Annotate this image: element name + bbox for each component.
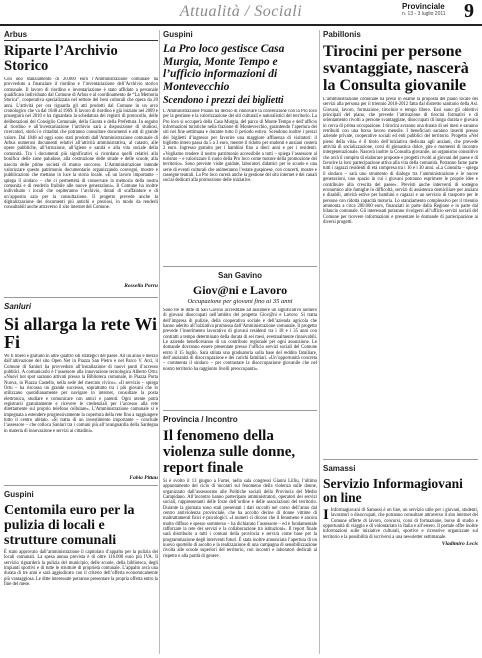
article-kicker: Guspini xyxy=(4,490,34,499)
column-center xyxy=(163,30,317,654)
article-headline: Servizio Informagiovani on line xyxy=(323,476,463,505)
issue-date: n. 13 - 3 luglio 2011 xyxy=(402,11,446,17)
section-title: Attualità / Sociali xyxy=(179,3,303,20)
article-violenza xyxy=(163,415,317,559)
column-left xyxy=(4,30,158,654)
drop-cap: I xyxy=(323,507,329,523)
article-author: Rossella Porru xyxy=(124,283,158,289)
article-body: Si è svolto il 13 giugno a Furtei, nella sala congressi Gianni Lilliu, l’ultimo appuntamento del ciclo di incontri sul fenomeno della violenza sulle donne, organizzato dall’assessorato alle Politiche sociali della Provincia del Medio Campidano. All’incontro hanno partecipato amministratori, operatori dei servizi sociali, rappresentanti delle forze dell’ordine e delle associazioni del territorio. Durante la giornata sono stati presentati i dati raccolti nel corso dell’anno dal centro antiviolenza provinciale, che ha accolto decine di donne vittime di maltrattamenti fisici e psicologici. «I numeri ci dicono che il fenomeno è ancora molto diffuso e spesso sommerso – ha dichiarato l’assessore – ed è fondamentale rafforzare la rete dei servizi e la collaborazione tra istituzioni». Il report finale sarà distribuito a tutti i comuni della provincia e servirà come base per la programmazione degli interventi futuri. È stata inoltre annunciata l’apertura di un nuovo sportello di ascolto e la realizzazione di una campagna di sensibilizzazione rivolta alle scuole superiori del territorio, con incontri e laboratori dedicati al rispetto e alla parità di genere. xyxy=(163,479,317,559)
article-kicker: Samassi xyxy=(323,464,356,473)
article-separator xyxy=(323,452,478,460)
article-subtitle: Occupazione per giovani fino ai 35 anni xyxy=(187,298,293,305)
article-guspini-pulizia xyxy=(4,490,158,587)
article-pabillonis xyxy=(323,30,478,452)
page-number: 9 xyxy=(464,0,474,22)
article-headline: Si allarga la rete Wi Fi xyxy=(4,314,157,352)
article-arbus xyxy=(4,30,158,289)
article-kicker: San Gavino xyxy=(217,271,262,280)
article-headline: Il fenomeno della violenza sulle donne, report finale xyxy=(163,428,296,476)
column-divider xyxy=(319,30,320,654)
article-body: L’Amministrazione Pisanu ha deciso di rinnovare la convenzione con la Pro loco per la gestione e la valorizzazione dei siti culturali e naturalistici del territorio. La Pro loco si occuperà della Casa Murgia, del parco di Monte Tempo e dell’ufficio informazioni turistiche nella frazione di Montevecchio, garantendo l’apertura dei siti nei fine settimana e durante tutto il periodo estivo. Scendono inoltre i prezzi dei biglietti d’ingresso per favorire una maggiore affluenza di visitatori: il biglietto intero passa da 5 a 3 euro, mentre il ridotto per studenti e anziani costerà 2 euro. Ingresso gratuito per i bambini fino a dieci anni e per i residenti. «Vogliamo rendere il nostro patrimonio accessibile a tutti – spiega l’assessore al turismo – e valorizzare il ruolo della Pro loco come motore della promozione del territorio». Sono previste visite guidate, laboratori didattici per le scuole e una serie di eventi culturali che animeranno l’estate guspinese, con concerti, mostre e rassegne teatrali. La Pro loco curerà anche la gestione del sito internet e dei canali social dedicati alla promozione delle iniziative. xyxy=(163,109,317,184)
article-author: Vladimiro Lecis xyxy=(441,541,478,548)
article-headline: La Pro loco gestisce Casa Murgia, Monte Tempo e l’ufficio informazioni di Montevecchio xyxy=(163,43,285,93)
article-separator xyxy=(4,484,158,486)
article-headline: Tirocini per persone svantaggiate, nascerà la Consulta giovanile xyxy=(323,43,469,94)
newspaper-brand xyxy=(402,2,446,17)
article-san-gavino xyxy=(163,271,317,408)
article-subtitle: Scendono i prezzi dei biglietti xyxy=(163,95,284,106)
article-kicker: Arbus xyxy=(4,30,158,41)
article-body: L’amministrazione comunale ha preso in esame la proposta del piano locale dei servizi alla persona per il triennio 2010-2012 fatta dal distretto sanitario della Asl. Giovani, lavoro, formazione, tirocinio e tempo libero. Essi sono gli obiettivi principali del piano, che prevede l’attivazione di tirocini formativi e di orientamento rivolti a persone svantaggiate, disoccupati di lunga durata e giovani in cerca di prima occupazione. I tirocini avranno una durata di sei mesi e saranno retribuiti con una borsa lavoro mensile. I beneficiari saranno inseriti presso aziende private, cooperative sociali ed enti pubblici del territorio. Progetto «Nel pieno della vita» è il titolo dell’iniziativa dedicata agli anziani, che prevede attività di socializzazione, corsi di ginnastica dolce, gite e momenti di incontro intergenerazionale. Nascerà inoltre la Consulta giovanile, un organismo consultivo che avrà il compito di elaborare proposte e progetti rivolti ai giovani del paese e di favorire la loro partecipazione attiva alla vita della comunità. Potranno farne parte tutti i ragazzi residenti di età compresa tra i 16 e i 30 anni. «La Consulta – spiega il sindaco – sarà uno strumento di dialogo tra l’amministrazione e le nuove generazioni, uno spazio in cui i giovani potranno esprimere le proprie idee e contribuire alla crescita del paese». Previsti anche interventi di sostegno economico alle famiglie in difficoltà, servizi di assistenza domiciliare per anziani e disabili, attività estive per bambini e ragazzi e un servizio di trasporto per le persone con ridotta capacità motoria. Lo stanziamento complessivo per il triennio ammonta a circa 200.000 euro, finanziati in parte dalla Regione e in parte dal bilancio comunale. Gli interessati potranno rivolgersi all’ufficio servizi sociali del Comune per ricevere informazioni e presentare le domande di partecipazione ai diversi progetti. xyxy=(323,97,478,225)
article-headline: Riparte l’Archivio Storico xyxy=(4,43,118,74)
article-headline: Giov@ni e Lavoro xyxy=(192,283,288,297)
article-kicker: Sanluri xyxy=(4,302,32,311)
article-body: Wi fi libero e gratuito in altre quattro siti strategici del paese. Ad un anno e mezzo dall’attivazione del sito Open Net in Piazza San Pietro e nel Parco V. Arci, il Comune di Sanluri ha provveduto all’installazione di nuovi punti d’accesso pubblici. A comunicarlo è l’assessore alla innovazione tecnologica Alberto Ortu: «Nuovi hot spot saranno attivati presso la Biblioteca comunale, in Piazza Porta Nuova, in Piazza Castello, nella sede del mercato civico». «Il servizio – spiega Ortu – ha riscosso un grande successo, soprattutto tra i più giovani che lo utilizzano quotidianamente per navigare in internet, consultare la posta elettronica, studiare e comunicare con amici e parenti. Ogni utente potrà registrarsi gratuitamente e ricevere le credenziali per l’accesso alla rete direttamente sul proprio telefono cellulare». L’Amministrazione comunale si è impegnata a estendere progressivamente la copertura della rete fino a raggiungere tutto il centro abitato. «Si tratta di un investimento importante – conclude l’assessore – che colloca Sanluri tra i comuni più all’avanguardia della Sardegna in materia di innovazione e servizi ai cittadini». xyxy=(4,354,158,434)
article-samassi xyxy=(323,464,478,547)
article-guspini-proloco xyxy=(163,30,317,264)
article-separator xyxy=(163,264,317,267)
article-body: Con uno stanziamento di 20.000 euro l’Amministrazione comunale ha provveduto a finanziare il riordino e l’inventariazione dell’Archivio storico comunale. Il lavoro di riordino e inventariazione è stato affidato a personale qualificato individuato dal Comune di Arbus e al coordinamento de “La Memoria Storica”, cooperativa specializzata nel settore dei beni culturali che opera da 20 anni. L’attività per ora riguarda gli atti prodotti dal Comune in un arco cronologico che va dal 1848 al 1969. Il lavoro di riordino è già iniziato nel 2009 e proseguirà nel 2010 e ha riguardato la schedatura dei registri di protocollo, delle deliberazioni del Consiglio Comunale, della Giunta e della Prefettura. In seguito al riordino e all’inventariazione l’archivio sarà a disposizione di studiosi, ricercatori, storici e cittadini che potranno consultare documenti e atti di grande valore. Dal 1848 ad oggi sono stati prodotti dall’Amministrazione comunale di Arbus numerosi documenti relativi all’attività amministrativa, al catasto, alle opere pubbliche, all’istruzione, all’igiene e sanità e alla vita sociale della comunità. Tra i documenti più significativi si ricordano quelli relativi alla bonifica delle zone paludose, alla costruzione delle strade e delle scuole, alla nascita delle prime società di mutuo soccorso. L’Amministrazione intende valorizzare questo patrimonio documentario organizzando convegni, mostre e pubblicazioni che mettano in luce la storia locale. «È un lavoro importante – spiega il sindaco – che ci permetterà di conservare la memoria della nostra comunità e di renderla fruibile alle nuove generazioni». Il Comune ha inoltre individuato i locali che ospiteranno l’archivio, dotati di scaffalature e di un’apposita sala per la consultazione. Il progetto prevede anche la digitalizzazione dei documenti più antichi e preziosi, in modo da renderli consultabili anche attraverso il sito internet del Comune. xyxy=(4,77,158,211)
column-right xyxy=(323,30,478,654)
article-separator xyxy=(4,292,158,298)
article-body xyxy=(323,508,478,540)
article-separator xyxy=(163,408,317,411)
page-header xyxy=(0,0,482,26)
column-divider xyxy=(159,30,160,654)
article-kicker: Guspini xyxy=(163,30,193,39)
article-body: È stato approvato dall’amministrazione il capitolato d’appalto per la pulizia dei locali comunali. La spesa annua prevista è di oltre 116.000 euro più IVA. Il servizio riguarderà la pulizia del municipio, delle scuole, della biblioteca, degli impianti sportivi e di tutte le strutture di proprietà comunale. L’appalto avrà una durata di tre anni e sarà aggiudicato con il criterio dell’offerta economicamente più vantaggiosa. Le ditte interessate potranno presentare la propria offerta entro la fine del mese. xyxy=(4,550,158,588)
article-headline: Centomila euro per la pulizia di locali e strutture comunali xyxy=(4,503,135,548)
article-sanluri xyxy=(4,302,158,481)
article-body: Sono tre le ditte di San Gavino accreditate ad assumere un significativo numero di giovani disoccupati nell’ambito del progetto Giov@ni e Lavoro. Si tratta dell’impresa di pulizie, della cooperativa sociale e dell’azienda agricola che hanno aderito all’iniziativa promossa dall’Amministrazione comunale. Il progetto prevede l’inserimento lavorativo di giovani residenti tra i 18 e i 35 anni con contratti a tempo determinato della durata di sei mesi, eventualmente rinnovabili. Le aziende beneficeranno di un contributo regionale per ogni assunzione. Le domande dovranno essere presentate presso l’ufficio servizi sociali del Comune entro il 15 luglio. Sarà stilata una graduatoria sulla base del reddito familiare, dell’anzianità di disoccupazione e dei carichi familiari. «Un’opportunità concreta – commenta il sindaco – per contrastare la disoccupazione giovanile che nel nostro territorio ha raggiunto livelli preoccupanti». xyxy=(163,308,317,372)
article-kicker: Pabillonis xyxy=(323,30,361,39)
article-body-text: Informagiovani di Samassi è on line, un servizio utile per i giovani, studenti, lavoratori o disoccupati, che potranno consultare attraverso il sito internet del Comune offerte di lavoro, concorsi, corsi di formazione, borse di studio e opportunità di viaggio e di volontariato in Italia e all’estero. Il portale offre inoltre informazioni sulle iniziative culturali, sportive e ricreative organizzate sul territorio e la possibilità di iscriversi a una newsletter settimanale. xyxy=(323,508,478,540)
article-author: Fabio Pittau xyxy=(129,475,158,481)
brand-name: Provinciale xyxy=(402,2,445,11)
article-kicker: Provincia / Incontro xyxy=(163,415,238,424)
